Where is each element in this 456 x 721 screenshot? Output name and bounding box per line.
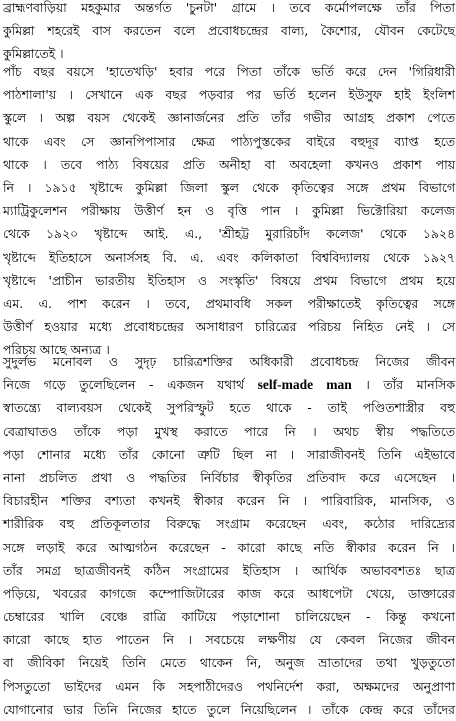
text-line: খৃষ্টাব্দে ইতিহাসে অনার্সসহ বি. এ. এবং কলিকাতা বিশ্ববিদ্যালয় থেকে ১৯২৭	[3, 249, 455, 265]
text-line: নি । ১৯১৫ খৃষ্টাব্দে কুমিল্লা জিলা স্কুল থেকে কৃতিত্বের সঙ্গে প্রথম বিভাগে	[3, 179, 455, 195]
text-line: কুমিল্লা শহরেই বাস করতেন বলে প্রবোধচন্দ্রের বাল্য, কৈশোর, যৌবন কেটেছে	[3, 23, 455, 39]
text-line: কারো কাছে হাত পাতেন নি । সবচেয়ে লক্ষণীয় যে কেবল নিজের জীবন	[3, 632, 455, 648]
latin-phrase: self-made man	[257, 377, 352, 393]
text-line: বিচারহীন শক্তির বশ্যতা কখনই স্বীকার করেন নি । পারিবারিক, মানসিক, ও	[3, 493, 455, 509]
text-line: সুদুর্লভ মনোবল ও সুদৃঢ় চারিত্রশক্তির অধিকারী প্রবোধচন্দ্র নিজের জীবন	[3, 354, 455, 369]
text-line: সঙ্গে লড়াই করে আত্মগঠন করেছেন - কারো কাছে নতি স্বীকার করেন নি ।	[3, 539, 455, 555]
text-line: স্কুলে । অল্প বয়স থেকেই জ্ঞানার্জনের প্রতি তাঁর গভীর আগ্রহ প্রকাশ পেতে	[3, 110, 455, 126]
text-line: তাঁর সমগ্র ছাত্রজীবনই কঠিন সংগ্রামের ইতিহাস । আর্থিক অভাববশতঃ ছাত্র	[3, 562, 455, 578]
text-line: পিসতুতো ভাইদের এমন কি সহপাঠীদেরও পথনির্দেশ করা, অক্ষমদের অনুপ্রাণা	[3, 678, 455, 694]
text-line: কুমিল্লাতেই ।	[3, 46, 64, 62]
text-line: থাকে । তবে পাঠ্য বিষয়ের প্রতি অনীহা বা অবহেলা কখনও প্রকাশ পায়	[3, 156, 455, 172]
text-line: বেত্রাঘাতও তাঁকে পড়া মুখস্থ করাতে পারে নি । অথচ স্বীয় পদ্ধতিতে	[3, 423, 455, 439]
text-line: ব্রাহ্মণবাড়িয়া মহকুমার অন্তর্গত 'চুনটা' গ্রামে । তবে কর্মোপলক্ষে তাঁর পিতা	[3, 0, 455, 15]
text-line: পড়িয়ে, খবরের কাগজে কম্পোজিটারের কাজ করে আধপেটা খেয়ে, ডাক্তারের	[3, 585, 455, 601]
text-line: পাঠশালা'য় । সেখানে এক বছর পড়বার পর ভর্তি হলেন ইউসুফ হাই ইংলিশ	[3, 87, 455, 103]
text-line: থাকে এবং সে জ্ঞানপিপাসার ক্ষেত্র পাঠ্যপুস্তকের বাইরে বহুদূর ব্যাপ্ত হতে	[3, 133, 455, 149]
text-line: যোগানোর ভার তিনি নিজের হাতে তুলে নিয়েছিলেন । তাঁকে কেন্দ্র করে তাঁদের	[3, 701, 455, 717]
paragraph-character	[3, 350, 455, 721]
text-line: স্বাতন্ত্র্যে বাল্যবয়স থেকেই সুপরিস্ফুট হতে থাকে - তাই পণ্ডিতশাস্ত্রীর বহু	[3, 400, 455, 416]
text-line: থেকে ১৯২০ খৃষ্টাব্দে আই. এ., 'শ্রীহট্ট মুরারিচাঁদ কলেজ' থেকে ১৯২৪	[3, 226, 455, 242]
text-line: বা জীবিকা নিয়েই তিনি মেতে থাকেন নি, অনুজ ভ্রাতাদের তথা খুড়তুতো	[3, 655, 455, 671]
text-line: এম. এ. পাশ করেন । তবে, প্রথমাবধি সকল পরীক্ষাতেই কৃতিত্বের সঙ্গে	[3, 295, 455, 311]
text-line: পড়া শোনার মধ্যে তাঁর কোনো ত্রুটি ছিল না । সারাজীবনই তিনি এইভাবে	[3, 446, 455, 462]
text-line: ম্যাট্রিকুলেশন পরীক্ষায় উত্তীর্ণ হন ও বৃত্তি পান । কুমিল্লা ভিক্টোরিয়া কলেজ	[3, 203, 455, 219]
text-line: উত্তীর্ণ হওয়ার মধ্যে প্রবোধচন্দ্রের অসাধারণ চারিত্রের পরিচয় নিহিত নেই । সে	[3, 319, 455, 335]
text-line: নিজে গড়ে তুলেছিলেন - একজন যথার্থ self-made man । তাঁর মানসিক	[3, 377, 455, 393]
paragraph-education	[3, 60, 455, 361]
text-line: নানা প্রচলিত প্রথা ও পদ্ধতির নির্বিচার স্বীকৃতির প্রতিবাদ করে এসেছেন ।	[3, 469, 455, 485]
text-line: চেম্বারের খালি বেঞ্চে রাত্রি কাটিয়ে পড়াশোনা চালিয়েছেন - কিন্তু কখনো	[3, 609, 455, 625]
text-line: খৃষ্টাব্দে 'প্রাচীন ভারতীয় ইতিহাস ও সংস্কৃতি' বিষয়ে প্রথম বিভাগে প্রথম হয়ে	[3, 272, 455, 288]
paragraph-birthplace	[3, 0, 455, 66]
text-line: শারীরিক বহু প্রতিকূলতার বিরুদ্ধে সংগ্রাম করেছেন এবং, কঠোর দারিদ্র্যের	[3, 516, 455, 532]
text-line: পরিচয় আছে অন্যত্র ।	[3, 342, 110, 358]
text-line: পাঁচ বছর বয়সে 'হাতেখড়ি' হবার পরে পিতা তাঁকে ভর্তি করে দেন 'গিরিধারী	[3, 64, 455, 79]
